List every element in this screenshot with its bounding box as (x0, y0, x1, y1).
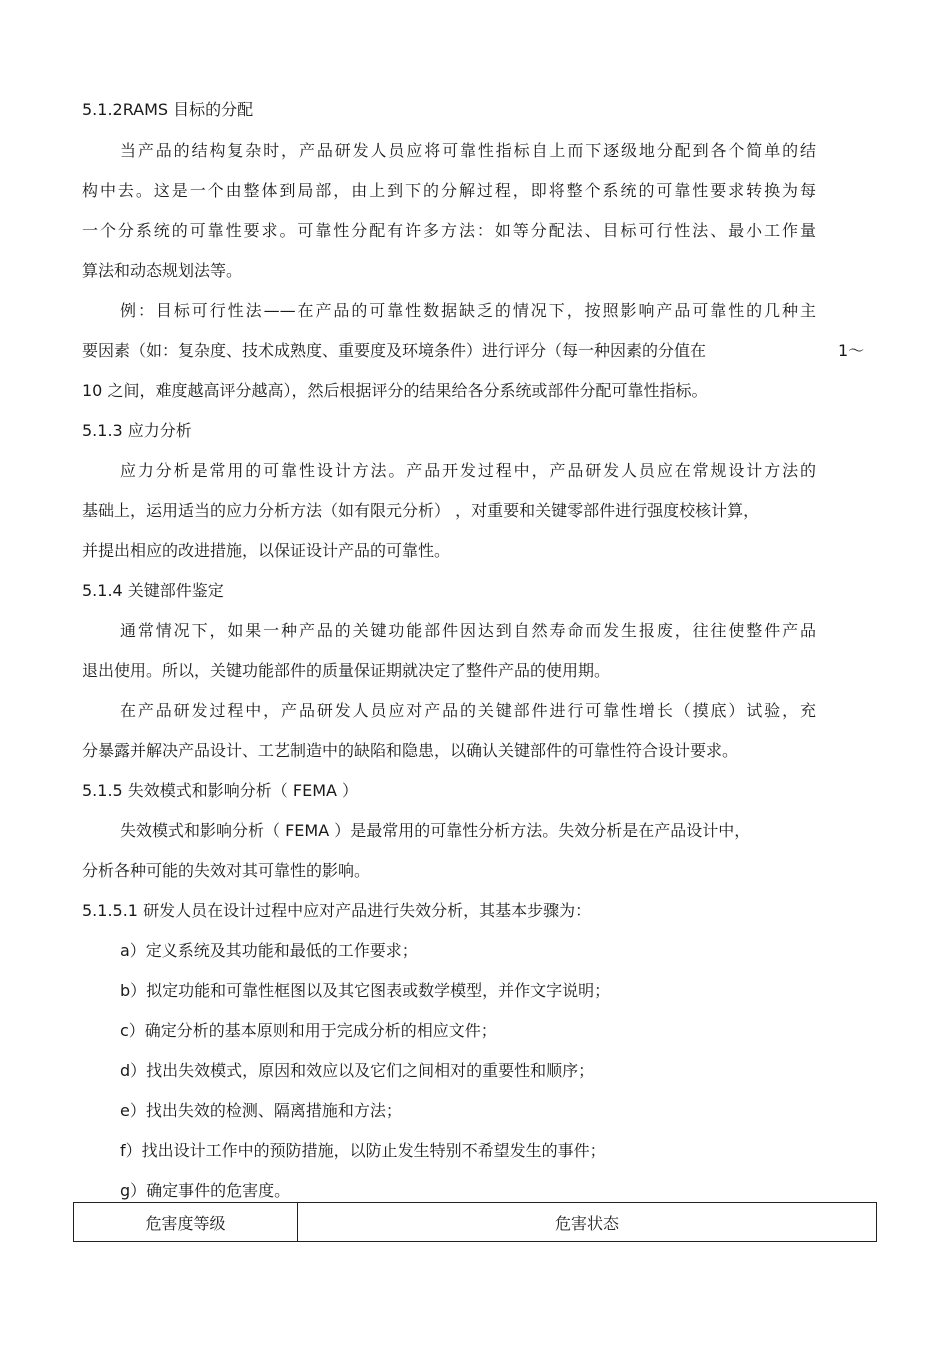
step-d: d）找出失效模式，原因和效应以及它们之间相对的重要性和顺序； (120, 1061, 595, 1080)
section-5-1-4-heading: 5.1.4 关键部件鉴定 (82, 581, 224, 600)
step-c: c）确定分析的基本原则和用于完成分析的相应文件； (120, 1021, 497, 1040)
s514-p2-line-1: 在产品研发过程中，产品研发人员应对产品的关键部件进行可靠性增长（摸底）试验，充 (120, 701, 816, 720)
s512-p1-line-1: 当产品的结构复杂时，产品研发人员应将可靠性指标自上而下逐级地分配到各个简单的结 (120, 141, 816, 160)
hazard-state-header: 危害状态 (298, 1203, 877, 1242)
s513-p1-line-3: 并提出相应的改进措施，以保证设计产品的可靠性。 (82, 541, 451, 560)
section-5-1-5-1-heading: 5.1.5.1 研发人员在设计过程中应对产品进行失效分析，其基本步骤为： (82, 901, 592, 920)
s512-p2-range-start: 1～ (838, 341, 865, 360)
section-5-1-2-heading: 5.1.2RAMS 目标的分配 (82, 100, 254, 119)
step-b: b）拟定功能和可靠性框图以及其它图表或数学模型，并作文字说明； (120, 981, 611, 1000)
hazard-table-header-row (74, 1203, 877, 1242)
s512-p1-line-3: 一个分系统的可靠性要求。可靠性分配有许多方法：如等分配法、目标可行性法、最小工作量 (82, 221, 816, 240)
s514-p1-line-1: 通常情况下，如果一种产品的关键功能部件因达到自然寿命而发生报废，往往使整件产品 (120, 621, 816, 640)
step-g: g）确定事件的危害度。 (120, 1181, 291, 1200)
s513-p1-line-2: 基础上，运用适当的应力分析方法（如有限元分析） ，对重要和关键零部件进行强度校核计算， (82, 501, 760, 520)
s512-p1-line-2: 构中去。这是一个由整体到局部，由上到下的分解过程，即将整个系统的可靠性要求转换为每 (82, 181, 816, 200)
s514-p1-line-2: 退出使用。所以，关键功能部件的质量保证期就决定了整件产品的使用期。 (82, 661, 611, 680)
s515-p1-line-2: 分析各种可能的失效对其可靠性的影响。 (82, 861, 371, 880)
s515-p1-line-1: 失效模式和影响分析（ FEMA ）是最常用的可靠性分析方法。失效分析是在产品设计中， (120, 821, 751, 840)
s512-p1-line-4: 算法和动态规划法等。 (82, 261, 243, 280)
step-e: e）找出失效的检测、隔离措施和方法； (120, 1101, 402, 1120)
s512-p2-line-1: 例：目标可行性法——在产品的可靠性数据缺乏的情况下，按照影响产品可靠性的几种主 (120, 301, 816, 320)
s514-p2-line-2: 分暴露并解决产品设计、工艺制造中的缺陷和隐患，以确认关键部件的可靠性符合设计要求。 (82, 741, 739, 760)
section-5-1-5-heading: 5.1.5 失效模式和影响分析（ FEMA ） (82, 781, 359, 800)
hazard-table (73, 1202, 877, 1242)
s513-p1-line-1: 应力分析是常用的可靠性设计方法。产品开发过程中，产品研发人员应在常规设计方法的 (120, 461, 816, 480)
step-a: a）定义系统及其功能和最低的工作要求； (120, 941, 418, 960)
section-5-1-3-heading: 5.1.3 应力分析 (82, 421, 192, 440)
step-f: f）找出设计工作中的预防措施，以防止发生特别不希望发生的事件； (120, 1141, 606, 1160)
s512-p2-line-3: 10 之间，难度越高评分越高），然后根据评分的结果给各分系统或部件分配可靠性指标。 (82, 381, 708, 400)
hazard-level-header: 危害度等级 (74, 1203, 298, 1242)
s512-p2-line-2: 要因素（如：复杂度、技术成熟度、重要度及环境条件）进行评分（每一种因素的分值在 (82, 341, 707, 360)
